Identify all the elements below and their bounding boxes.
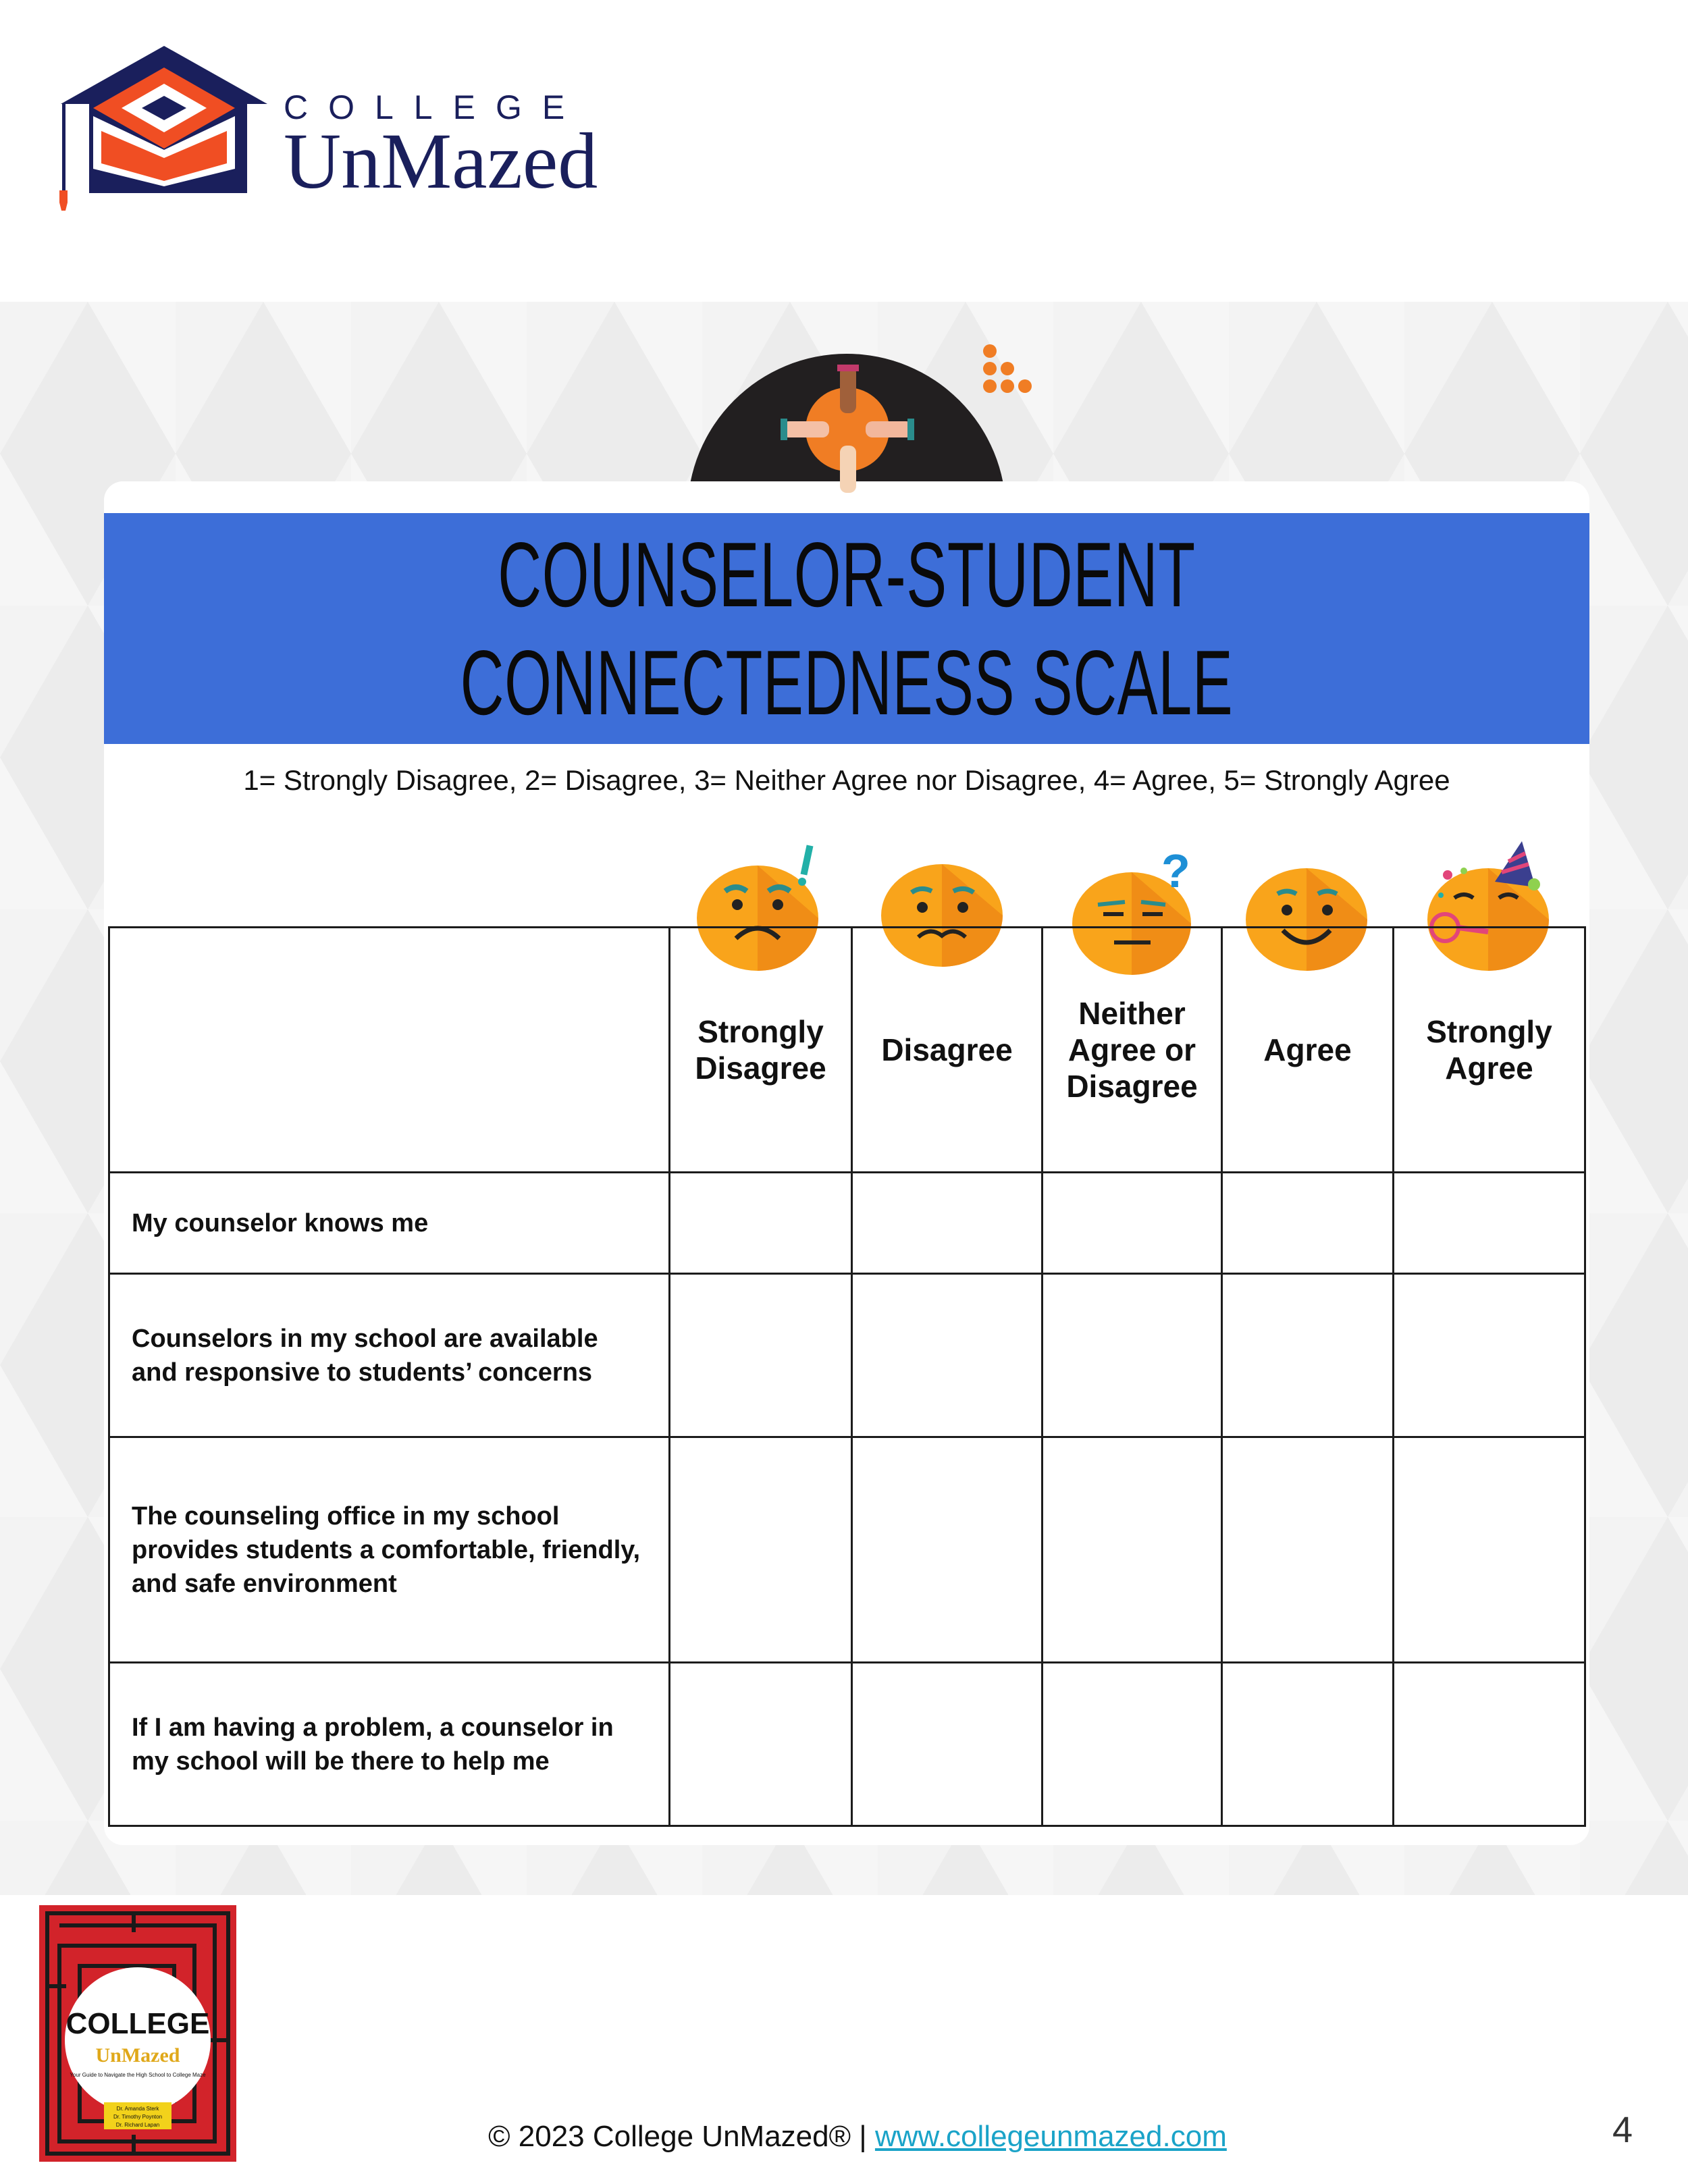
- rating-cell-agree[interactable]: [1222, 1274, 1394, 1437]
- header-blank-cell: [109, 928, 670, 1173]
- rating-cell-disagree[interactable]: [852, 1274, 1043, 1437]
- decorative-dots-icon: [980, 342, 1034, 396]
- rating-cell-neither[interactable]: [1043, 1274, 1222, 1437]
- rating-cell-strongly-agree[interactable]: [1394, 1274, 1585, 1437]
- college-unmazed-logo: [53, 42, 606, 211]
- title-banner: [104, 513, 1589, 744]
- rating-cell-neither[interactable]: [1043, 1663, 1222, 1826]
- statement-cell: The counseling office in my school provides students a comfortable, friendly, and safe environment: [109, 1437, 670, 1663]
- statement-cell: My counselor knows me: [109, 1173, 670, 1274]
- page-number: 4: [1612, 2110, 1633, 2150]
- statement-cell: Counselors in my school are available and responsive to students’ concerns: [109, 1274, 670, 1437]
- book-author-1: Dr. Amanda Sterk: [116, 2106, 159, 2112]
- connectedness-scale-table: [108, 926, 1586, 1827]
- rating-cell-disagree[interactable]: [852, 1173, 1043, 1274]
- rating-cell-agree[interactable]: [1222, 1173, 1394, 1274]
- rating-cell-strongly-disagree[interactable]: [670, 1274, 852, 1437]
- rating-cell-agree[interactable]: [1222, 1663, 1394, 1826]
- book-author-3: Dr. Richard Lapan: [115, 2122, 160, 2128]
- page-title: COUNSELOR-STUDENT CONNECTEDNESS SCALE: [460, 523, 1234, 734]
- statement-cell: If I am having a problem, a counselor in my school will be there to help me: [109, 1663, 670, 1826]
- book-subtitle: Your Guide to Navigate the High School to College Maze: [70, 2072, 206, 2078]
- logo-unmazed-text: UnMazed: [284, 117, 598, 205]
- website-link[interactable]: www.collegeunmazed.com: [874, 2120, 1227, 2153]
- rating-cell-strongly-agree[interactable]: [1394, 1663, 1585, 1826]
- rating-cell-strongly-disagree[interactable]: [670, 1437, 852, 1663]
- column-header-disagree: Disagree: [852, 928, 1043, 1173]
- rating-cell-disagree[interactable]: [852, 1437, 1043, 1663]
- logo-college-text: COLLEGE: [284, 88, 585, 126]
- copyright-text: © 2023 College UnMazed® |: [488, 2120, 867, 2153]
- table-row: [109, 1663, 1585, 1826]
- svg-text:?: ?: [1161, 848, 1190, 897]
- rating-cell-strongly-disagree[interactable]: [670, 1663, 852, 1826]
- column-header-strongly-disagree: Strongly Disagree: [670, 928, 852, 1173]
- column-header-neither: Neither Agree or Disagree: [1043, 928, 1222, 1173]
- rating-cell-neither[interactable]: [1043, 1173, 1222, 1274]
- book-title-top: COLLEGE: [65, 2007, 210, 2040]
- joined-hands-icon: [776, 362, 918, 497]
- column-header-agree: Agree: [1222, 928, 1394, 1173]
- table-row: [109, 1437, 1585, 1663]
- column-header-strongly-agree: Strongly Agree: [1394, 928, 1585, 1173]
- rating-legend: 1= Strongly Disagree, 2= Disagree, 3= Neither Agree nor Disagree, 4= Agree, 5= Strongly Agree: [243, 764, 1450, 796]
- book-title-bottom: UnMazed: [95, 2044, 180, 2067]
- rating-cell-strongly-disagree[interactable]: [670, 1173, 852, 1274]
- rating-cell-agree[interactable]: [1222, 1437, 1394, 1663]
- table-header-row: [109, 928, 1585, 1173]
- copyright-footer: [0, 2120, 1688, 2154]
- table-row: [109, 1274, 1585, 1437]
- rating-cell-strongly-agree[interactable]: [1394, 1437, 1585, 1663]
- rating-cell-strongly-agree[interactable]: [1394, 1173, 1585, 1274]
- table-row: [109, 1173, 1585, 1274]
- graduation-cap-logo-icon: [53, 42, 275, 211]
- book-author-2: Dr. Timothy Poynton: [113, 2114, 163, 2120]
- rating-cell-neither[interactable]: [1043, 1437, 1222, 1663]
- rating-cell-disagree[interactable]: [852, 1663, 1043, 1826]
